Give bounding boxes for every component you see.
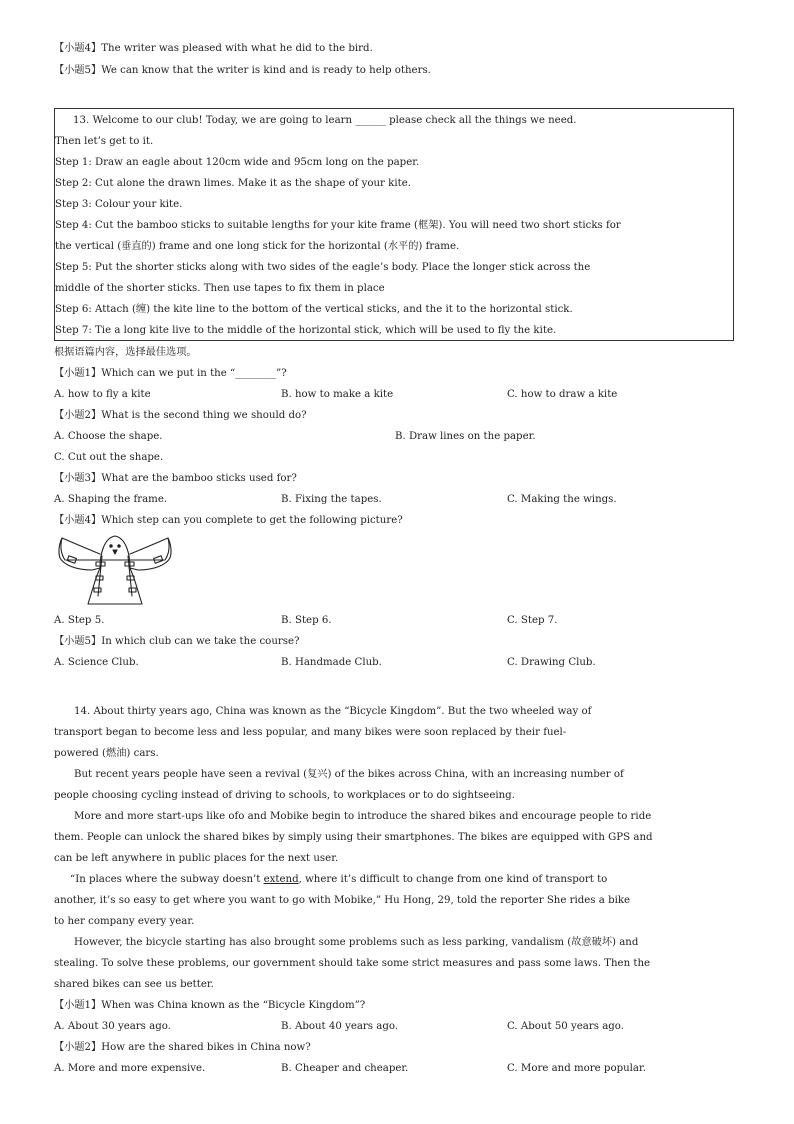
- step-7: Step 7: Tie a long kite live to the middle of the horizontal stick, which will be used to fly the kite.: [55, 325, 557, 336]
- p14-line-11: to her company every year.: [54, 916, 195, 927]
- p13-q3-option-c: C. Making the wings.: [507, 494, 617, 505]
- p13-q2-option-a: A. Choose the shape.: [54, 431, 163, 442]
- p14-line-9-end: , where it’s difficult to change from one kind of transport to: [298, 874, 608, 885]
- p13-q5-option-c: C. Drawing Club.: [507, 657, 596, 668]
- p14-line-14: shared bikes can see us better.: [54, 979, 214, 990]
- p13-q3-option-b: B. Fixing the tapes.: [281, 494, 382, 505]
- p13-q5-option-b: B. Handmade Club.: [281, 657, 382, 668]
- p13-question-2: 【小题2】What is the second thing we should do?: [54, 410, 307, 421]
- step-3: Step 3: Colour your kite.: [55, 199, 183, 210]
- instruction: 根据语篇内容，选择最佳选项。: [54, 347, 197, 358]
- underlined-word-extend: extend: [263, 874, 299, 885]
- p14-line-5: people choosing cycling instead of driving to schools, to workplaces or to do sightseeing.: [54, 790, 515, 801]
- p13-q4-option-b: B. Step 6.: [281, 615, 332, 626]
- step-1: Step 1: Draw an eagle about 120cm wide and 95cm long on the paper.: [55, 157, 420, 168]
- p14-q1-option-a: A. About 30 years ago.: [54, 1021, 171, 1032]
- passage-13-intro-2: Then let’s get to it.: [55, 136, 154, 147]
- p14-line-9: [70, 873, 607, 887]
- passage-13-intro: 13. Welcome to our club! Today, we are going to learn ______ please check all the things we need.: [73, 115, 577, 126]
- p14-line-10: another, it’s so easy to get where you want to go with Mobike,” Hu Hong, 29, told the reporter She rides a bike: [54, 895, 631, 906]
- p14-line-8: can be left anywhere in public places for the next user.: [54, 853, 339, 864]
- p13-question-4: 【小题4】Which step can you complete to get the following picture?: [54, 515, 403, 526]
- step-5: Step 5: Put the shorter sticks along with two sides of the eagle’s body. Place the longer stick across the: [55, 262, 591, 273]
- p13-question-5: 【小题5】In which club can we take the course?: [54, 636, 300, 647]
- step-5-cont: middle of the shorter sticks. Then use tapes to fix them in place: [55, 283, 385, 294]
- p14-line-13: stealing. To solve these problems, our government should take some strict measures and pass some laws. Then the: [54, 958, 651, 969]
- step-2: Step 2: Cut alone the drawn limes. Make it as the shape of your kite.: [55, 178, 411, 189]
- p13-q3-option-a: A. Shaping the frame.: [54, 494, 168, 505]
- p13-q2-option-b: B. Draw lines on the paper.: [395, 431, 536, 442]
- p14-q2-option-a: A. More and more expensive.: [54, 1063, 206, 1074]
- step-4-cont: the vertical (垂直的) frame and one long stick for the horizontal (水平的) frame.: [55, 241, 460, 252]
- p14-q1-option-b: B. About 40 years ago.: [281, 1021, 399, 1032]
- p14-line-9-start: “In places where the subway doesn’t: [70, 874, 264, 885]
- prev-question-5: 【小题5】We can know that the writer is kind and is ready to help others.: [54, 65, 431, 76]
- p14-line-4: But recent years people have seen a revival (复兴) of the bikes across China, with an increasing number of: [74, 769, 624, 780]
- p13-q4-option-c: C. Step 7.: [507, 615, 558, 626]
- kite-eagle-picture: [56, 532, 174, 608]
- step-4: Step 4: Cut the bamboo sticks to suitable lengths for your kite frame (框架). You will need two short sticks for: [55, 220, 621, 231]
- p14-line-3: powered (燃油) cars.: [54, 748, 159, 759]
- p14-question-2: 【小题2】How are the shared bikes in China now?: [54, 1042, 311, 1053]
- p13-q2-option-c: C. Cut out the shape.: [54, 452, 164, 463]
- p13-q1-option-a: A. how to fly a kite: [54, 389, 151, 400]
- p14-q2-option-c: C. More and more popular.: [507, 1063, 646, 1074]
- p14-line-1: 14. About thirty years ago, China was known as the “Bicycle Kingdom”. But the two wheeled way of: [74, 706, 592, 717]
- p14-line-2: transport began to become less and less popular, and many bikes were soon replaced by their fuel-: [54, 727, 567, 738]
- p13-q1-option-c: C. how to draw a kite: [507, 389, 618, 400]
- p13-q4-option-a: A. Step 5.: [54, 615, 105, 626]
- p14-q2-option-b: B. Cheaper and cheaper.: [281, 1063, 409, 1074]
- p13-q1-option-b: B. how to make a kite: [281, 389, 394, 400]
- p14-question-1: 【小题1】When was China known as the “Bicycle Kingdom”?: [54, 1000, 366, 1011]
- p14-line-7: them. People can unlock the shared bikes by simply using their smartphones. The bikes are equipped with GPS and: [54, 832, 653, 843]
- p13-question-1: 【小题1】Which can we put in the “________”?: [54, 368, 287, 379]
- step-6: Step 6: Attach (缠) the kite line to the bottom of the vertical sticks, and the it to the horizontal stick.: [55, 304, 573, 315]
- p14-line-6: More and more start-ups like ofo and Mobike begin to introduce the shared bikes and encourage people to ride: [74, 811, 652, 822]
- p14-line-12: However, the bicycle starting has also brought some problems such as less parking, vandalism (故意破坏) and: [74, 937, 639, 948]
- p14-q1-option-c: C. About 50 years ago.: [507, 1021, 624, 1032]
- p13-q5-option-a: A. Science Club.: [54, 657, 139, 668]
- prev-question-4: 【小题4】The writer was pleased with what he did to the bird.: [54, 43, 373, 54]
- p13-question-3: 【小题3】What are the bamboo sticks used for?: [54, 473, 297, 484]
